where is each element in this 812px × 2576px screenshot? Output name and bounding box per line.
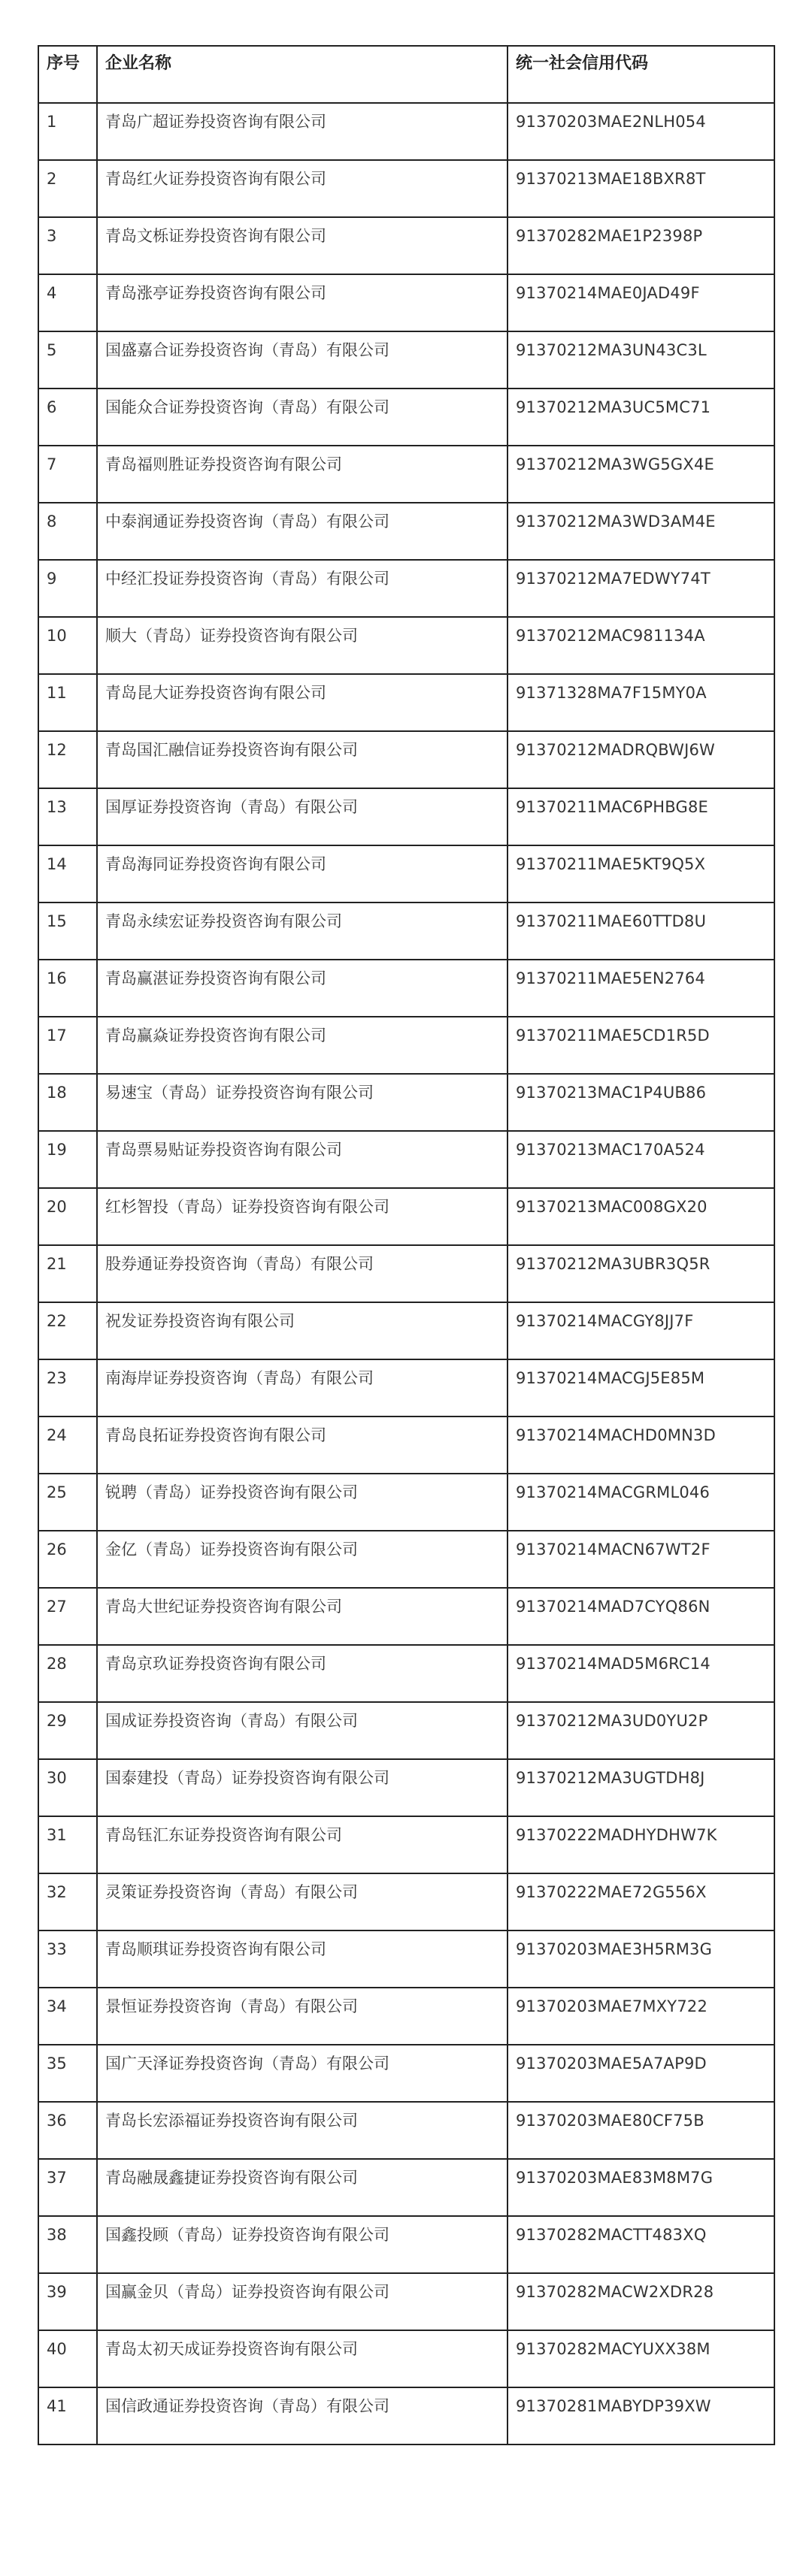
credit-code-cell: 91370214MAD7CYQ86N: [508, 1588, 774, 1645]
table-body: [38, 103, 774, 2444]
credit-code-cell: 91371328MA7F15MY0A: [508, 674, 774, 731]
serial-number-cell: 31: [38, 1816, 97, 1873]
serial-number-cell: 14: [38, 845, 97, 903]
credit-code-cell: 91370281MABYDP39XW: [508, 2387, 774, 2444]
credit-code-cell: 91370214MACGRML046: [508, 1474, 774, 1531]
table-row: [38, 731, 774, 788]
table-row: [38, 1302, 774, 1359]
serial-number-cell: 30: [38, 1759, 97, 1816]
company-name-cell: 青岛昆大证券投资咨询有限公司: [97, 674, 508, 731]
company-registry-table: [38, 45, 775, 2445]
credit-code-cell: 91370214MACN67WT2F: [508, 1531, 774, 1588]
credit-code-cell: 91370213MAC170A524: [508, 1131, 774, 1188]
company-name-cell: 青岛海同证券投资咨询有限公司: [97, 845, 508, 903]
serial-number-cell: 12: [38, 731, 97, 788]
company-name-cell: 青岛良拓证券投资咨询有限公司: [97, 1416, 508, 1474]
company-name-cell: 国盛嘉合证券投资咨询（青岛）有限公司: [97, 331, 508, 389]
company-name-cell: 股券通证券投资咨询（青岛）有限公司: [97, 1245, 508, 1302]
credit-code-cell: 91370203MAE2NLH054: [508, 103, 774, 160]
company-name-cell: 青岛永续宏证券投资咨询有限公司: [97, 903, 508, 960]
serial-number-cell: 32: [38, 1873, 97, 1930]
table-row: [38, 160, 774, 217]
table-row: [38, 674, 774, 731]
company-name-cell: 国广天泽证券投资咨询（青岛）有限公司: [97, 2045, 508, 2102]
serial-number-cell: 40: [38, 2330, 97, 2387]
table-row: [38, 1074, 774, 1131]
company-name-cell: 青岛大世纪证券投资咨询有限公司: [97, 1588, 508, 1645]
table-row: [38, 1702, 774, 1759]
company-name-cell: 金亿（青岛）证券投资咨询有限公司: [97, 1531, 508, 1588]
serial-number-cell: 22: [38, 1302, 97, 1359]
header-credit-code: 统一社会信用代码: [508, 46, 774, 103]
credit-code-cell: 91370214MACGJ5E85M: [508, 1359, 774, 1416]
table-row: [38, 1416, 774, 1474]
table-row: [38, 1131, 774, 1188]
serial-number-cell: 36: [38, 2102, 97, 2159]
company-name-cell: 青岛顺琪证券投资咨询有限公司: [97, 1930, 508, 1988]
company-name-cell: 国信政通证券投资咨询（青岛）有限公司: [97, 2387, 508, 2444]
serial-number-cell: 41: [38, 2387, 97, 2444]
company-name-cell: 青岛票易贴证券投资咨询有限公司: [97, 1131, 508, 1188]
credit-code-cell: 91370212MAC981134A: [508, 617, 774, 674]
serial-number-cell: 39: [38, 2273, 97, 2330]
company-name-cell: 顺大（青岛）证券投资咨询有限公司: [97, 617, 508, 674]
company-name-cell: 青岛涨亭证券投资咨询有限公司: [97, 274, 508, 331]
serial-number-cell: 21: [38, 1245, 97, 1302]
company-name-cell: 青岛融晟鑫捷证券投资咨询有限公司: [97, 2159, 508, 2216]
serial-number-cell: 34: [38, 1988, 97, 2045]
table-row: [38, 503, 774, 560]
serial-number-cell: 28: [38, 1645, 97, 1702]
table-row: [38, 1531, 774, 1588]
credit-code-cell: 91370211MAE5KT9Q5X: [508, 845, 774, 903]
company-name-cell: 青岛钰汇东证券投资咨询有限公司: [97, 1816, 508, 1873]
table-row: [38, 331, 774, 389]
company-name-cell: 南海岸证券投资咨询（青岛）有限公司: [97, 1359, 508, 1416]
company-name-cell: 红杉智投（青岛）证券投资咨询有限公司: [97, 1188, 508, 1245]
credit-code-cell: 91370282MACYUXX38M: [508, 2330, 774, 2387]
company-name-cell: 青岛福则胜证券投资咨询有限公司: [97, 446, 508, 503]
credit-code-cell: 91370213MAE18BXR8T: [508, 160, 774, 217]
company-name-cell: 青岛赢焱证券投资咨询有限公司: [97, 1017, 508, 1074]
company-name-cell: 青岛红火证券投资咨询有限公司: [97, 160, 508, 217]
serial-number-cell: 9: [38, 560, 97, 617]
table-row: [38, 446, 774, 503]
credit-code-cell: 91370211MAE5CD1R5D: [508, 1017, 774, 1074]
credit-code-cell: 91370203MAE5A7AP9D: [508, 2045, 774, 2102]
serial-number-cell: 33: [38, 1930, 97, 1988]
serial-number-cell: 8: [38, 503, 97, 560]
serial-number-cell: 3: [38, 217, 97, 274]
company-name-cell: 中泰润通证券投资咨询（青岛）有限公司: [97, 503, 508, 560]
company-name-cell: 青岛文栎证券投资咨询有限公司: [97, 217, 508, 274]
company-name-cell: 青岛赢湛证券投资咨询有限公司: [97, 960, 508, 1017]
company-name-cell: 国厚证券投资咨询（青岛）有限公司: [97, 788, 508, 845]
company-name-cell: 青岛太初天成证券投资咨询有限公司: [97, 2330, 508, 2387]
credit-code-cell: 91370212MA3UC5MC71: [508, 389, 774, 446]
credit-code-cell: 91370211MAC6PHBG8E: [508, 788, 774, 845]
credit-code-cell: 91370214MAD5M6RC14: [508, 1645, 774, 1702]
company-name-cell: 灵策证券投资咨询（青岛）有限公司: [97, 1873, 508, 1930]
serial-number-cell: 5: [38, 331, 97, 389]
credit-code-cell: 91370213MAC008GX20: [508, 1188, 774, 1245]
table-row: [38, 217, 774, 274]
credit-code-cell: 91370222MADHYDHW7K: [508, 1816, 774, 1873]
serial-number-cell: 37: [38, 2159, 97, 2216]
table-row: [38, 960, 774, 1017]
credit-code-cell: 91370212MA7EDWY74T: [508, 560, 774, 617]
serial-number-cell: 6: [38, 389, 97, 446]
table-row: [38, 1759, 774, 1816]
credit-code-cell: 91370203MAE83M8M7G: [508, 2159, 774, 2216]
table-row: [38, 389, 774, 446]
credit-code-cell: 91370203MAE7MXY722: [508, 1988, 774, 2045]
company-name-cell: 国能众合证券投资咨询（青岛）有限公司: [97, 389, 508, 446]
credit-code-cell: 91370212MA3WD3AM4E: [508, 503, 774, 560]
credit-code-cell: 91370212MA3UD0YU2P: [508, 1702, 774, 1759]
company-name-cell: 中经汇投证券投资咨询（青岛）有限公司: [97, 560, 508, 617]
company-name-cell: 青岛广超证券投资咨询有限公司: [97, 103, 508, 160]
credit-code-cell: 91370211MAE5EN2764: [508, 960, 774, 1017]
credit-code-cell: 91370212MA3UGTDH8J: [508, 1759, 774, 1816]
table-row: [38, 2159, 774, 2216]
company-name-cell: 国泰建投（青岛）证券投资咨询有限公司: [97, 1759, 508, 1816]
serial-number-cell: 29: [38, 1702, 97, 1759]
serial-number-cell: 15: [38, 903, 97, 960]
serial-number-cell: 27: [38, 1588, 97, 1645]
serial-number-cell: 7: [38, 446, 97, 503]
table-row: [38, 2273, 774, 2330]
table-row: [38, 1474, 774, 1531]
credit-code-cell: 91370282MAE1P2398P: [508, 217, 774, 274]
credit-code-cell: 91370213MAC1P4UB86: [508, 1074, 774, 1131]
company-name-cell: 青岛国汇融信证券投资咨询有限公司: [97, 731, 508, 788]
company-name-cell: 青岛京玖证券投资咨询有限公司: [97, 1645, 508, 1702]
serial-number-cell: 35: [38, 2045, 97, 2102]
credit-code-cell: 91370212MADRQBWJ6W: [508, 731, 774, 788]
header-company-name: 企业名称: [97, 46, 508, 103]
serial-number-cell: 1: [38, 103, 97, 160]
company-name-cell: 青岛长宏添福证券投资咨询有限公司: [97, 2102, 508, 2159]
serial-number-cell: 13: [38, 788, 97, 845]
credit-code-cell: 91370214MACHD0MN3D: [508, 1416, 774, 1474]
credit-code-cell: 91370212MA3UN43C3L: [508, 331, 774, 389]
serial-number-cell: 38: [38, 2216, 97, 2273]
credit-code-cell: 91370212MA3WG5GX4E: [508, 446, 774, 503]
serial-number-cell: 23: [38, 1359, 97, 1416]
table-row: [38, 2387, 774, 2444]
serial-number-cell: 26: [38, 1531, 97, 1588]
serial-number-cell: 2: [38, 160, 97, 217]
serial-number-cell: 20: [38, 1188, 97, 1245]
company-name-cell: 国鑫投顾（青岛）证券投资咨询有限公司: [97, 2216, 508, 2273]
table-row: [38, 1359, 774, 1416]
table-row: [38, 788, 774, 845]
credit-code-cell: 91370203MAE80CF75B: [508, 2102, 774, 2159]
serial-number-cell: 11: [38, 674, 97, 731]
table-row: [38, 617, 774, 674]
credit-code-cell: 91370211MAE60TTD8U: [508, 903, 774, 960]
table-row: [38, 1588, 774, 1645]
company-name-cell: 锐聘（青岛）证券投资咨询有限公司: [97, 1474, 508, 1531]
company-table-container: [38, 45, 774, 2445]
table-row: [38, 1873, 774, 1930]
table-row: [38, 903, 774, 960]
table-row: [38, 845, 774, 903]
serial-number-cell: 17: [38, 1017, 97, 1074]
table-row: [38, 103, 774, 160]
table-row: [38, 1245, 774, 1302]
credit-code-cell: 91370282MACW2XDR28: [508, 2273, 774, 2330]
table-row: [38, 2045, 774, 2102]
serial-number-cell: 16: [38, 960, 97, 1017]
table-row: [38, 274, 774, 331]
credit-code-cell: 91370222MAE72G556X: [508, 1873, 774, 1930]
credit-code-cell: 91370212MA3UBR3Q5R: [508, 1245, 774, 1302]
credit-code-cell: 91370203MAE3H5RM3G: [508, 1930, 774, 1988]
company-name-cell: 国成证券投资咨询（青岛）有限公司: [97, 1702, 508, 1759]
serial-number-cell: 18: [38, 1074, 97, 1131]
serial-number-cell: 4: [38, 274, 97, 331]
company-name-cell: 国赢金贝（青岛）证券投资咨询有限公司: [97, 2273, 508, 2330]
table-row: [38, 1930, 774, 1988]
table-row: [38, 2216, 774, 2273]
serial-number-cell: 25: [38, 1474, 97, 1531]
company-name-cell: 景恒证券投资咨询（青岛）有限公司: [97, 1988, 508, 2045]
credit-code-cell: 91370214MACGY8JJ7F: [508, 1302, 774, 1359]
credit-code-cell: 91370282MACTT483XQ: [508, 2216, 774, 2273]
table-row: [38, 1988, 774, 2045]
table-row: [38, 2102, 774, 2159]
table-row: [38, 1188, 774, 1245]
company-name-cell: 祝发证券投资咨询有限公司: [97, 1302, 508, 1359]
header-serial-number: 序号: [38, 46, 97, 103]
serial-number-cell: 19: [38, 1131, 97, 1188]
table-row: [38, 1816, 774, 1873]
table-header-row: [38, 46, 774, 103]
table-row: [38, 1645, 774, 1702]
table-row: [38, 560, 774, 617]
table-row: [38, 2330, 774, 2387]
serial-number-cell: 24: [38, 1416, 97, 1474]
company-name-cell: 易速宝（青岛）证券投资咨询有限公司: [97, 1074, 508, 1131]
serial-number-cell: 10: [38, 617, 97, 674]
table-row: [38, 1017, 774, 1074]
credit-code-cell: 91370214MAE0JAD49F: [508, 274, 774, 331]
